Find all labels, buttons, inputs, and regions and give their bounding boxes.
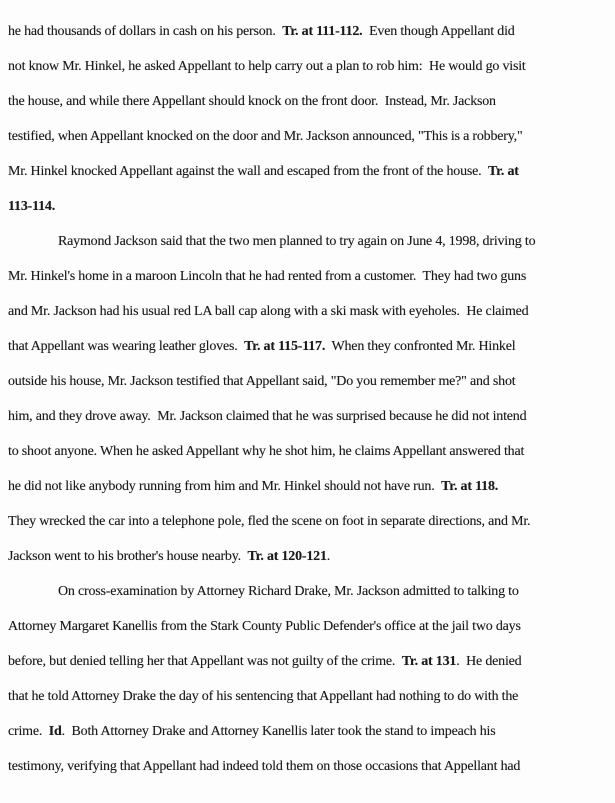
body-text: . He denied [456, 654, 522, 669]
paragraph-first-line [8, 224, 611, 259]
body-text: Even though Appellant did [362, 24, 515, 39]
record-citation: Tr. at [488, 164, 519, 179]
text-line [8, 259, 611, 294]
text-line [8, 504, 611, 539]
record-citation: Tr. at 131 [401, 654, 457, 669]
text-line [8, 749, 611, 784]
text-line [8, 714, 611, 749]
record-citation: Tr. at 118. [441, 479, 499, 494]
body-text: Attorney Margaret Kanellis from the Stark County Public Defender's office at the jail two days [8, 619, 521, 634]
text-line [8, 364, 611, 399]
text-line [8, 539, 611, 574]
text-line [8, 329, 611, 364]
body-text: When they confronted Mr. Hinkel [325, 339, 516, 354]
text-line [8, 49, 611, 84]
body-text: testified, when Appellant knocked on the door and Mr. Jackson announced, "This is a robbery," [8, 129, 523, 144]
text-line [8, 84, 611, 119]
body-text: the house, and while there Appellant should knock on the front door. Instead, Mr. Jackson [8, 94, 496, 109]
body-text: he had thousands of dollars in cash on his person. [8, 24, 283, 39]
body-text: On cross-examination by Attorney Richard Drake, Mr. Jackson admitted to talking to [58, 584, 519, 599]
text-line [8, 609, 611, 644]
record-citation: Tr. at 115-117. [244, 339, 326, 354]
body-text: crime. [8, 724, 49, 739]
text-line [8, 119, 611, 154]
body-text: Mr. Hinkel knocked Appellant against the wall and escaped from the front of the house. [8, 164, 489, 179]
body-text: Mr. Hinkel's home in a maroon Lincoln that he had rented from a customer. They had two guns [8, 269, 527, 284]
body-text: that Appellant was wearing leather gloves. [8, 339, 245, 354]
body-text: testimony, verifying that Appellant had indeed told them on those occasions that Appellant had [8, 759, 521, 774]
text-line [8, 189, 611, 224]
paragraph-first-line [8, 574, 611, 609]
body-text: Jackson went to his brother's house nearby. [8, 549, 248, 564]
text-line [8, 294, 611, 329]
body-text: . [326, 549, 331, 564]
text-line [8, 679, 611, 714]
record-citation: 113-114. [8, 199, 56, 214]
record-citation: Tr. at 111-112. [282, 24, 363, 39]
body-text: him, and they drove away. Mr. Jackson claimed that he was surprised because he did not intend [8, 409, 527, 424]
body-text: he did not like anybody running from him and Mr. Hinkel should not have run. [8, 479, 442, 494]
body-text: that he told Attorney Drake the day of his sentencing that Appellant had nothing to do with the [8, 689, 519, 704]
document-text [8, 14, 611, 784]
record-citation: Tr. at 120-121 [247, 549, 327, 564]
text-line [8, 434, 611, 469]
body-text: They wrecked the car into a telephone pole, fled the scene on foot in separate directions, and Mr. [8, 514, 531, 529]
body-text: to shoot anyone. When he asked Appellant why he shot him, he claims Appellant answered that [8, 444, 525, 459]
text-line [8, 469, 611, 504]
text-line [8, 14, 611, 49]
text-line [8, 154, 611, 189]
body-text: and Mr. Jackson had his usual red LA ball cap along with a ski mask with eyeholes. He claimed [8, 304, 529, 319]
body-text: not know Mr. Hinkel, he asked Appellant to help carry out a plan to rob him: He would go visit [8, 59, 526, 74]
text-line [8, 399, 611, 434]
body-text: . Both Attorney Drake and Attorney Kanellis later took the stand to impeach his [61, 724, 496, 739]
record-citation: Id [48, 724, 62, 739]
body-text: before, but denied telling her that Appellant was not guilty of the crime. [8, 654, 402, 669]
text-line [8, 644, 611, 679]
body-text: outside his house, Mr. Jackson testified that Appellant said, "Do you remember me?" and shot [8, 374, 516, 389]
body-text: Raymond Jackson said that the two men planned to try again on June 4, 1998, driving to [58, 234, 536, 249]
